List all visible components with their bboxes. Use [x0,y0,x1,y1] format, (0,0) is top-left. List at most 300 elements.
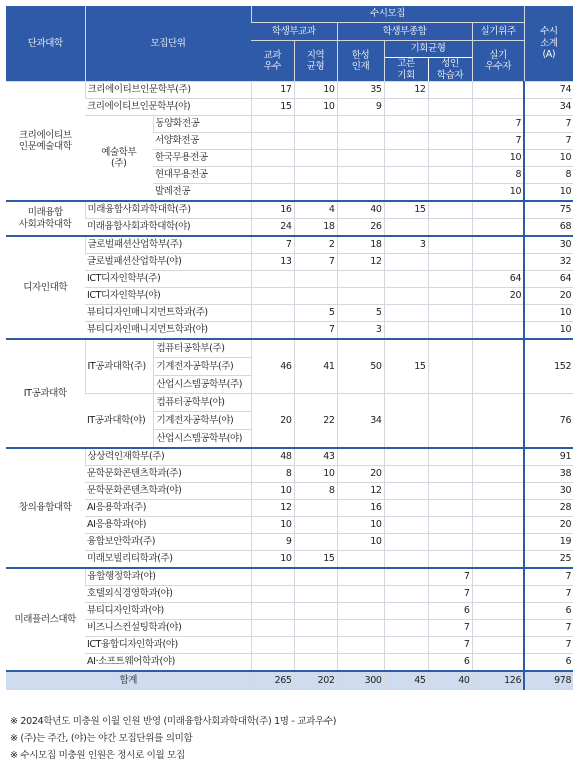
value-cell [337,620,384,637]
value-cell [472,654,524,672]
value-cell [337,116,384,133]
value-cell [294,133,337,150]
value-cell [472,500,524,517]
value-cell [428,184,472,202]
subtotal-cell: 74 [524,82,573,99]
value-cell [384,167,428,184]
value-cell [472,99,524,116]
value-cell [337,288,384,305]
sub-unit: 기계전자공학부(야) [154,412,251,430]
unit-cell: ICT디자인학부(야) [85,288,251,305]
value-cell [337,551,384,569]
value-cell: 50 [337,339,384,394]
table-row [6,339,573,394]
unit-cell: 뷰티디자인매니지먼트학과(주) [85,305,251,322]
value-cell: 26 [337,219,384,237]
value-cell: 6 [428,603,472,620]
value-cell [428,466,472,483]
value-cell: 12 [384,82,428,99]
unit-cell: 융합보안학과(주) [85,534,251,551]
table-row [6,483,573,500]
value-cell: 10 [251,517,294,534]
value-cell [251,637,294,654]
value-cell [428,236,472,254]
value-cell [384,603,428,620]
value-cell [294,637,337,654]
value-cell: 8 [251,466,294,483]
value-cell [337,167,384,184]
value-cell: 34 [337,394,384,449]
table-row [6,637,573,654]
value-cell [384,483,428,500]
value-cell [384,288,428,305]
value-cell [472,637,524,654]
value-cell: 8 [294,483,337,500]
value-cell [251,116,294,133]
subtotal-cell: 25 [524,551,573,569]
subtotal-cell: 152 [524,339,573,394]
college-cell: 디자인대학 [6,236,85,339]
subtotal-cell: 91 [524,448,573,466]
value-cell: 24 [251,219,294,237]
value-cell [337,637,384,654]
value-cell [294,620,337,637]
unit-cell: AI응용학과(야) [85,517,251,534]
value-cell [384,322,428,340]
subtotal-cell: 75 [524,201,573,219]
value-cell [251,620,294,637]
value-cell [251,271,294,288]
value-cell [384,568,428,586]
value-cell [384,254,428,271]
value-cell [384,534,428,551]
value-cell: 7 [428,637,472,654]
table-row [6,517,573,534]
value-cell [294,534,337,551]
subtotal-cell: 34 [524,99,573,116]
value-cell [472,82,524,99]
value-cell: 18 [337,236,384,254]
table-row [6,271,573,288]
table-row [6,288,573,305]
value-cell [384,150,428,167]
table-row [6,500,573,517]
value-cell [472,305,524,322]
value-cell: 35 [337,82,384,99]
col-opportunity-group [384,41,472,82]
unit-cell: 미래융합사회과학대학(야) [85,219,251,237]
value-cell [472,448,524,466]
value-cell [294,654,337,672]
value-cell: 7 [472,116,524,133]
value-cell [337,448,384,466]
value-cell [384,500,428,517]
value-cell [251,133,294,150]
value-cell [294,150,337,167]
footnotes [10,713,570,764]
value-cell [472,322,524,340]
value-cell: 3 [337,322,384,340]
table-row [6,603,573,620]
value-cell: 7 [428,586,472,603]
value-cell: 48 [251,448,294,466]
total-value: 45 [384,671,428,690]
table-row [6,448,573,466]
value-cell [337,586,384,603]
col-student-record: 학생부교과 [251,23,337,41]
value-cell: 15 [251,99,294,116]
subtotal-cell: 76 [524,394,573,449]
subtotal-cell: 7 [524,637,573,654]
admission-quota-table [6,6,573,690]
major-cell: 발레전공 [153,184,251,202]
value-cell [472,201,524,219]
subtotal-cell: 20 [524,288,573,305]
value-cell: 12 [337,254,384,271]
sub-unit: 산업시스템공학부(야) [156,433,243,444]
value-cell: 13 [251,254,294,271]
value-cell: 5 [294,305,337,322]
college-cell: 미래플러스대학 [6,568,85,671]
table-row [6,394,573,449]
value-cell [428,517,472,534]
value-cell [251,586,294,603]
unit-cell: ICT디자인학부(주) [85,271,251,288]
value-cell: 5 [337,305,384,322]
value-cell [384,654,428,672]
value-cell [384,466,428,483]
table-row [6,82,573,99]
value-cell [294,517,337,534]
major-cell: 현대무용전공 [153,167,251,184]
value-cell [337,568,384,586]
value-cell: 10 [472,150,524,167]
value-cell [428,201,472,219]
value-cell [294,568,337,586]
value-cell: 12 [337,483,384,500]
value-cell [428,288,472,305]
value-cell: 15 [384,339,428,394]
value-cell [428,394,472,449]
value-cell [428,534,472,551]
total-value: 202 [294,671,337,690]
total-row [6,671,573,690]
value-cell [428,339,472,394]
total-label: 합계 [6,671,251,690]
value-cell [472,254,524,271]
value-cell: 15 [384,201,428,219]
unit-cell: 융합행정학과(야) [85,568,251,586]
subtotal-label: 수시 소계 (A) [540,26,558,61]
value-cell [384,133,428,150]
value-cell: 7 [428,620,472,637]
college-cell: 창의융합대학 [6,448,85,568]
unit-cell: 뷰티디자인매니지먼트학과(야) [85,322,251,340]
value-cell [251,184,294,202]
sub-unit: 컴퓨터공학부(주) [154,340,251,358]
unit-cell: 글로벌패션산업학부(주) [85,236,251,254]
table-row [6,466,573,483]
table-row [6,236,573,254]
value-cell [294,271,337,288]
major-cell: 한국무용전공 [153,150,251,167]
value-cell [384,394,428,449]
unit-cell: 상상력인재학부(주) [85,448,251,466]
value-cell: 2 [294,236,337,254]
value-cell: 41 [294,339,337,394]
value-cell: 12 [251,500,294,517]
table-row [6,116,573,133]
value-cell [472,603,524,620]
subtotal-cell: 28 [524,500,573,517]
value-cell [384,305,428,322]
footnote: ※ 2024학년도 미충원 이월 인원 반영 (미래융합사회과학대학(주) 1명 - 교과우수) [10,716,337,727]
col-adult-learner: 성인 학습자 [436,58,464,81]
unit-cell: 크리에이티브인문학부(야) [85,99,251,116]
value-cell [384,116,428,133]
value-cell [294,288,337,305]
value-cell [294,184,337,202]
unit-cell: 호텔외식경영학과(야) [85,586,251,603]
value-cell: 43 [294,448,337,466]
value-cell: 46 [251,339,294,394]
value-cell [337,654,384,672]
value-cell [294,500,337,517]
col-hansung: 한성 인재 [337,41,384,82]
value-cell: 20 [472,288,524,305]
value-cell [472,620,524,637]
value-cell [428,551,472,569]
value-cell: 7 [294,254,337,271]
table-row [6,322,573,340]
value-cell [337,150,384,167]
value-cell [337,271,384,288]
value-cell [428,219,472,237]
value-cell [472,568,524,586]
table-row [6,305,573,322]
col-practical: 실기위주 [472,23,524,41]
value-cell [428,116,472,133]
subtotal-cell: 30 [524,483,573,500]
value-cell [251,603,294,620]
table-row [6,568,573,586]
subtotal-cell: 20 [524,517,573,534]
total-value: 265 [251,671,294,690]
subtotal-cell: 10 [524,322,573,340]
value-cell [384,586,428,603]
value-cell [251,150,294,167]
value-cell: 10 [337,534,384,551]
value-cell [428,483,472,500]
value-cell [251,288,294,305]
value-cell: 7 [294,322,337,340]
value-cell [294,167,337,184]
value-cell [428,254,472,271]
col-unit: 모집단위 [85,6,251,82]
table-row [6,534,573,551]
unit-cell: 미래융합사회과학대학(주) [85,201,251,219]
table-row [6,586,573,603]
value-cell [337,184,384,202]
sub-units-cell [153,339,251,394]
subtotal-cell: 10 [524,184,573,202]
value-cell: 17 [251,82,294,99]
value-cell [384,271,428,288]
value-cell: 20 [337,466,384,483]
value-cell [384,448,428,466]
value-cell [384,551,428,569]
value-cell [428,322,472,340]
subtotal-cell: 7 [524,568,573,586]
value-cell [294,586,337,603]
college-cell: 미래융합 사회과학대학 [6,201,85,236]
value-cell [472,483,524,500]
unit-cell: IT공과대학(주) [85,339,153,394]
unit-cell: AI·소프트웨어학과(야) [85,654,251,672]
value-cell: 10 [337,517,384,534]
value-cell [294,116,337,133]
col-susi: 수시모집 [251,6,524,23]
value-cell: 8 [472,167,524,184]
unit-cell: IT공과대학(야) [85,394,153,449]
table-row [6,201,573,219]
subtotal-cell: 38 [524,466,573,483]
value-cell: 10 [251,551,294,569]
college-cell: 크리에이티브 인문예술대학 [6,82,85,202]
value-cell: 10 [294,82,337,99]
value-cell [472,534,524,551]
unit-cell: 예술학부 (주) [85,116,153,202]
unit-cell: 미래모빌리티학과(주) [85,551,251,569]
college-cell: IT공과대학 [6,339,85,448]
total-value: 126 [472,671,524,690]
subtotal-cell: 7 [524,620,573,637]
col-practical-excellent: 실기 우수자 [472,41,524,82]
major-cell: 서양화전공 [153,133,251,150]
subtotal-cell: 30 [524,236,573,254]
value-cell [472,586,524,603]
value-cell [428,99,472,116]
table-row [6,551,573,569]
value-cell [428,167,472,184]
value-cell: 22 [294,394,337,449]
value-cell: 7 [472,133,524,150]
subtotal-cell: 8 [524,167,573,184]
table-row [6,654,573,672]
value-cell [472,219,524,237]
value-cell: 10 [472,184,524,202]
table-row [6,99,573,116]
col-regional: 지역 균형 [294,41,337,82]
value-cell [428,271,472,288]
value-cell: 3 [384,236,428,254]
value-cell [472,236,524,254]
table-row [6,620,573,637]
total-subtotal: 978 [524,671,573,690]
value-cell [472,394,524,449]
value-cell: 16 [251,201,294,219]
table-row [6,254,573,271]
unit-cell: 문학문화콘텐츠학과(주) [85,466,251,483]
unit-cell: 글로벌패션산업학부(야) [85,254,251,271]
value-cell [337,603,384,620]
value-cell [472,517,524,534]
total-value: 300 [337,671,384,690]
unit-cell: ICT융합디자인학과(야) [85,637,251,654]
value-cell: 7 [251,236,294,254]
value-cell: 10 [294,99,337,116]
unit-cell: 뷰티디자인학과(야) [85,603,251,620]
value-cell [384,99,428,116]
value-cell [251,167,294,184]
value-cell [251,568,294,586]
subtotal-cell: 32 [524,254,573,271]
value-cell [472,551,524,569]
col-top-students: 교과 우수 [251,41,294,82]
major-cell: 동양화전공 [153,116,251,133]
value-cell: 10 [294,466,337,483]
value-cell [251,305,294,322]
value-cell [428,500,472,517]
value-cell [384,517,428,534]
value-cell: 4 [294,201,337,219]
value-cell: 9 [337,99,384,116]
subtotal-cell: 7 [524,116,573,133]
value-cell: 40 [337,201,384,219]
value-cell: 20 [251,394,294,449]
value-cell: 64 [472,271,524,288]
value-cell: 16 [337,500,384,517]
subtotal-cell: 7 [524,133,573,150]
value-cell [384,219,428,237]
value-cell: 18 [294,219,337,237]
value-cell [428,150,472,167]
unit-cell: 비즈니스컨설팅학과(야) [85,620,251,637]
value-cell [384,637,428,654]
unit-cell: 크리에이티브인문학부(주) [85,82,251,99]
subtotal-cell: 68 [524,219,573,237]
sub-units-cell [153,394,251,449]
unit-cell: AI응용학과(주) [85,500,251,517]
subtotal-cell: 10 [524,305,573,322]
value-cell [472,466,524,483]
unit-cell: 문학문화콘텐츠학과(야) [85,483,251,500]
subtotal-cell: 6 [524,654,573,672]
value-cell [428,82,472,99]
subtotal-cell: 7 [524,586,573,603]
table-row [6,219,573,237]
footnote: ※ 수시모집 미충원 인원은 정시로 이월 모집 [10,750,185,761]
total-value: 40 [428,671,472,690]
value-cell [337,133,384,150]
col-opportunity: 기회균형 [385,41,472,58]
col-equal-opportunity: 고른 기회 [385,58,429,81]
value-cell [251,654,294,672]
value-cell [428,448,472,466]
value-cell [384,184,428,202]
sub-unit: 기계전자공학부(주) [154,358,251,376]
subtotal-cell: 64 [524,271,573,288]
value-cell [428,133,472,150]
value-cell [251,322,294,340]
value-cell [384,620,428,637]
col-subtotal [524,6,573,82]
footnote: ※ (주)는 주간, (야)는 야간 모집단위를 의미함 [10,733,193,744]
sub-unit: 컴퓨터공학부(야) [154,394,251,412]
subtotal-cell: 19 [524,534,573,551]
subtotal-cell: 6 [524,603,573,620]
value-cell [472,339,524,394]
